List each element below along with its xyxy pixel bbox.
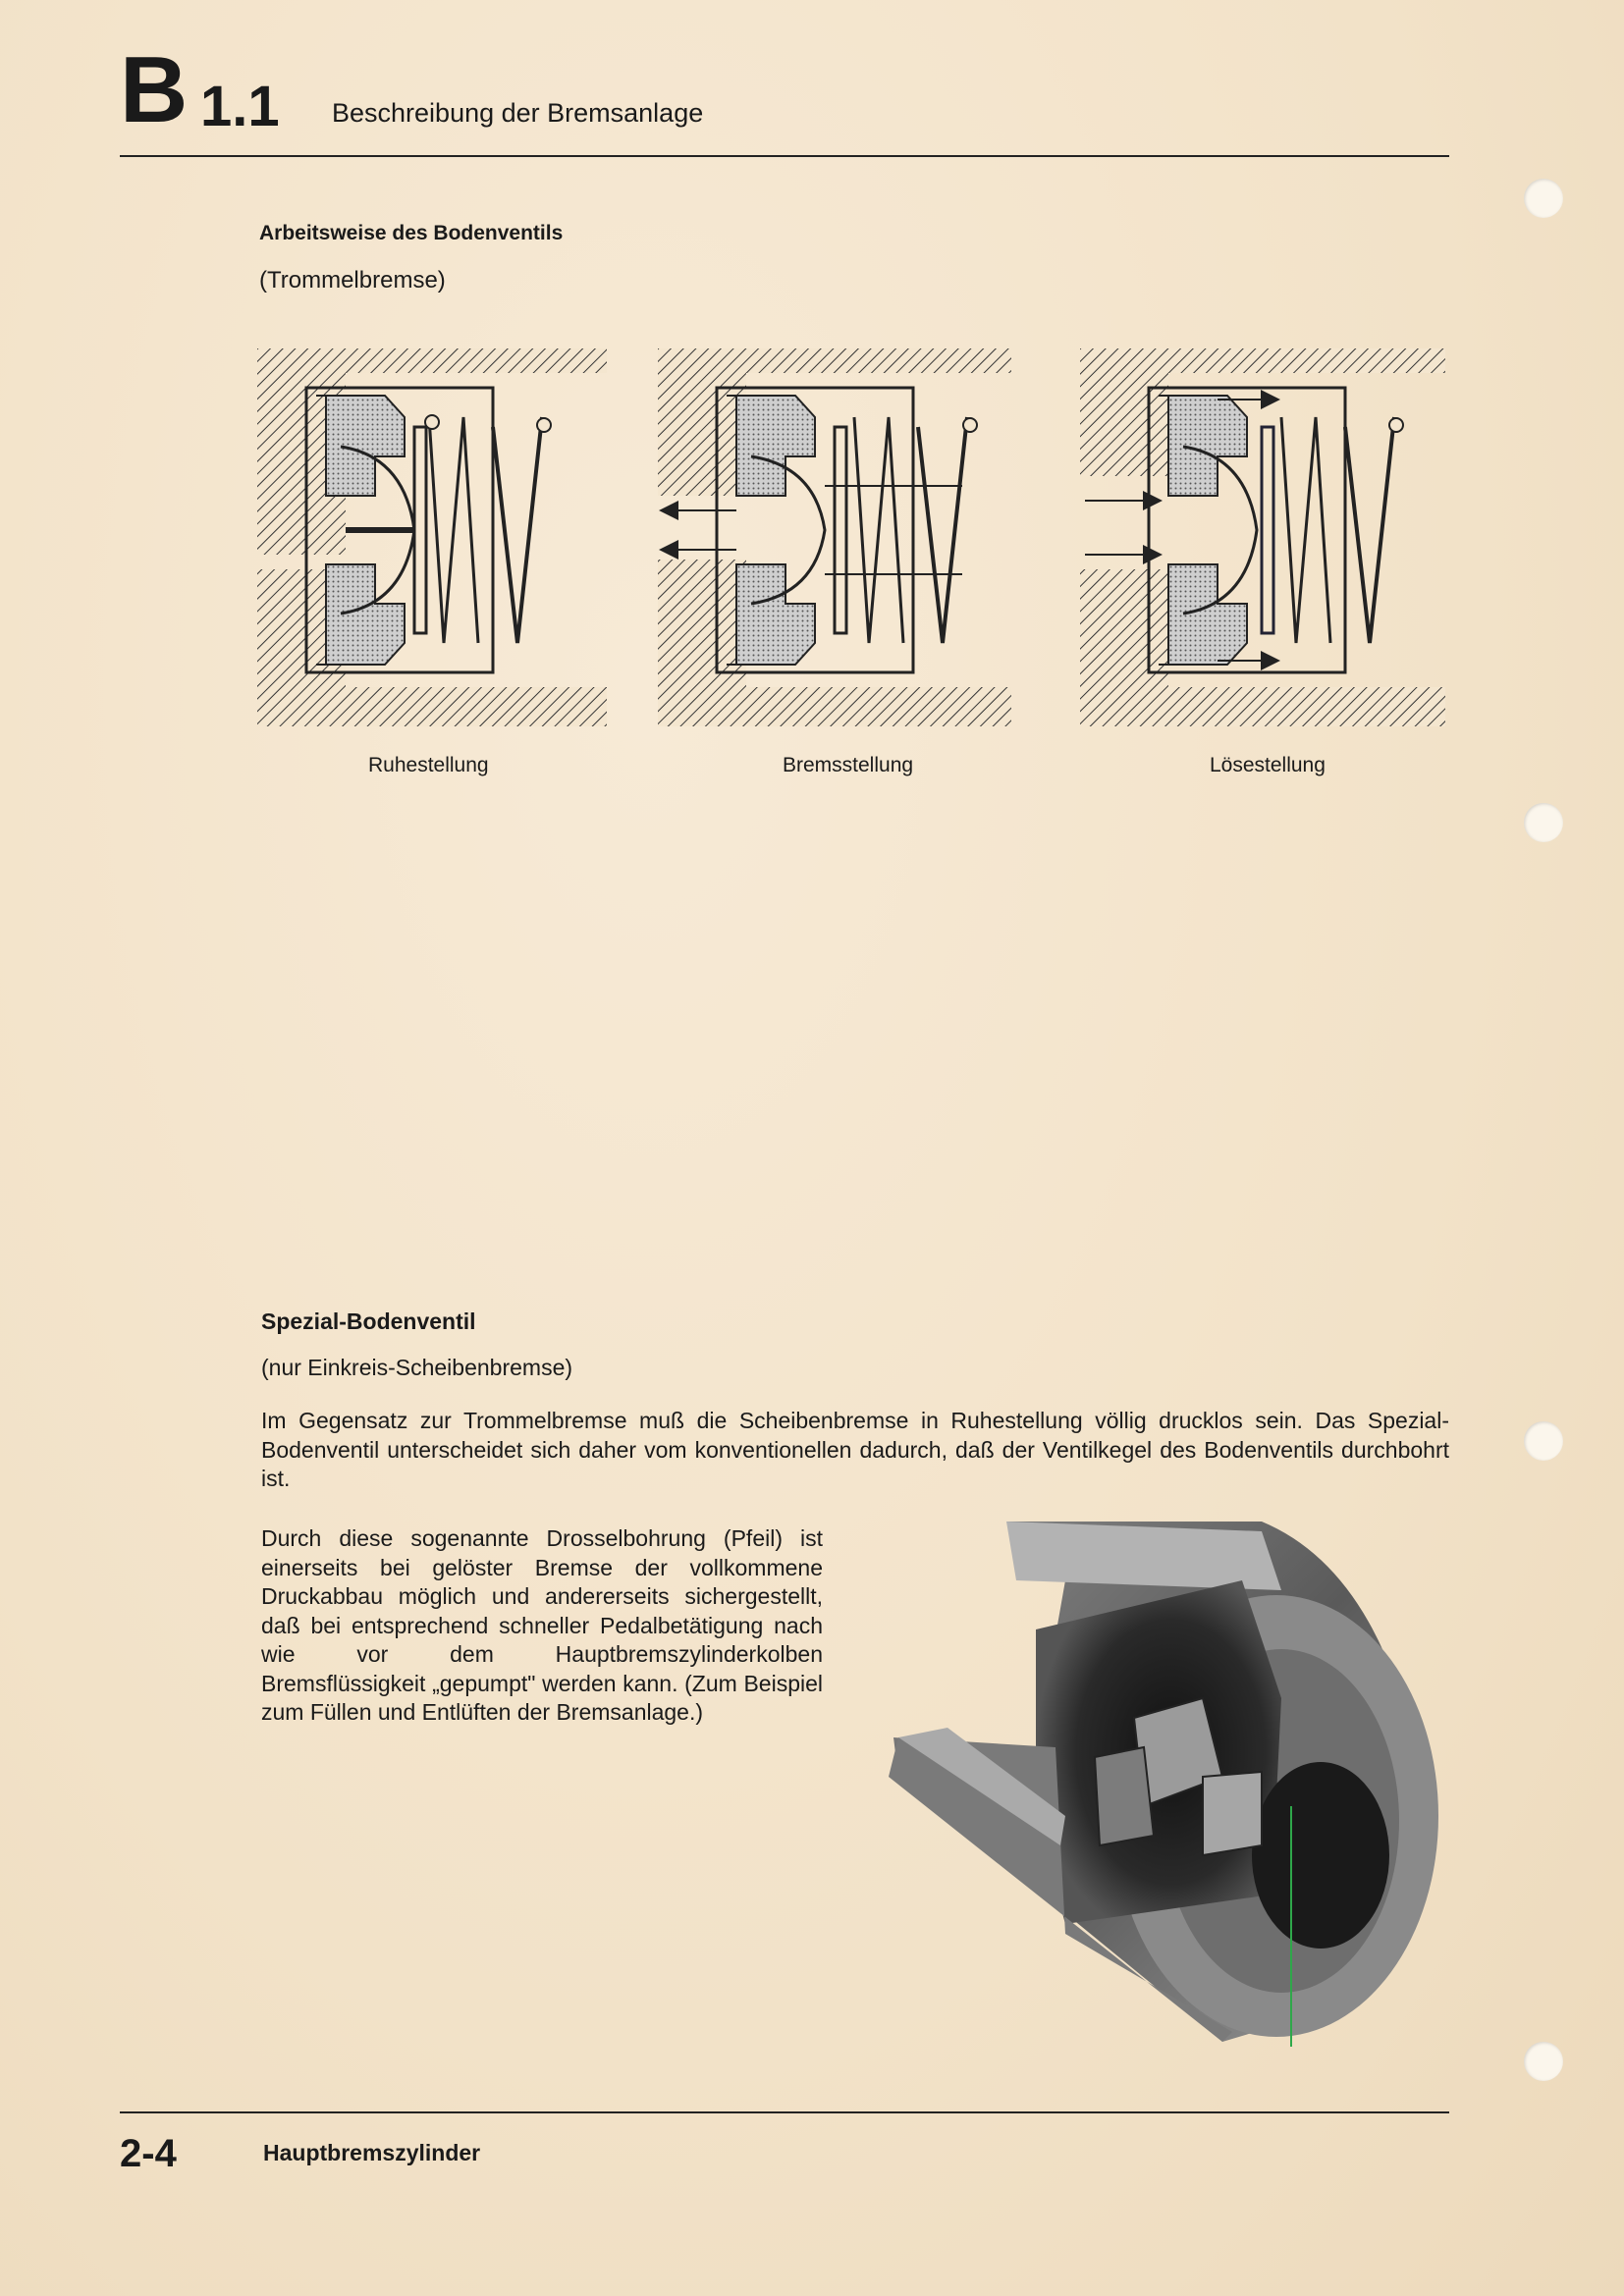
section-title-spezial-bodenventil: Spezial-Bodenventil: [261, 1308, 476, 1334]
paragraph-drosselbohrung: Durch diese sogenannte Drosselbohrung (Pfeil) ist einerseits bei gelöster Bremse der vollkommene Druckabbau möglich und andererseits sichergestellt, daß bei entsprechend schneller Pedalbetätigung nach wie vor dem Hauptbremszylinderkolben Bremsflüssigkeit „gepumpt" werden kann. (Zum Beispiel zum Füllen und Entlüften der Bremsanlage.): [261, 1525, 823, 1725]
chapter-letter: B: [120, 37, 187, 142]
section-subtitle-trommelbremse: (Trommelbremse): [259, 267, 446, 294]
section-title-bodenventil: Arbeitsweise des Bodenventils: [259, 222, 564, 244]
paragraph-scheibenbremse: Im Gegensatz zur Trommelbremse muß die Scheibenbremse in Ruhestellung völlig drucklos sein. Das Spezial-Bodenventil unterscheidet sich daher vom konventionellen dadurch, daß der Ventilkegel des Bodenventils durchbohrt ist.: [261, 1408, 1449, 1491]
caption-bremsstellung: Bremsstellung: [783, 754, 914, 776]
section-number: 1.1: [200, 75, 280, 138]
footer-rule: [120, 2111, 1449, 2113]
footer-title: Hauptbremszylinder: [263, 2140, 481, 2165]
valve-diagram-ruhestellung: [257, 348, 611, 726]
caption-loesestellung: Lösestellung: [1210, 754, 1326, 776]
punch-hole-4: [1524, 2042, 1563, 2081]
caption-ruhestellung: Ruhestellung: [368, 754, 489, 776]
header-rule: [120, 155, 1449, 157]
punch-hole-2: [1524, 803, 1563, 842]
valve-cutaway-illustration: [889, 1522, 1453, 2047]
valve-diagram-loesestellung: [1080, 348, 1448, 726]
valve-diagram-bremsstellung: [658, 348, 1021, 726]
page-number: 2-4: [120, 2132, 177, 2175]
punch-hole-1: [1524, 179, 1563, 218]
page-title: Beschreibung der Bremsanlage: [332, 98, 704, 128]
section-subtitle-einkreis: (nur Einkreis-Scheibenbremse): [261, 1355, 573, 1380]
punch-hole-3: [1524, 1421, 1563, 1461]
